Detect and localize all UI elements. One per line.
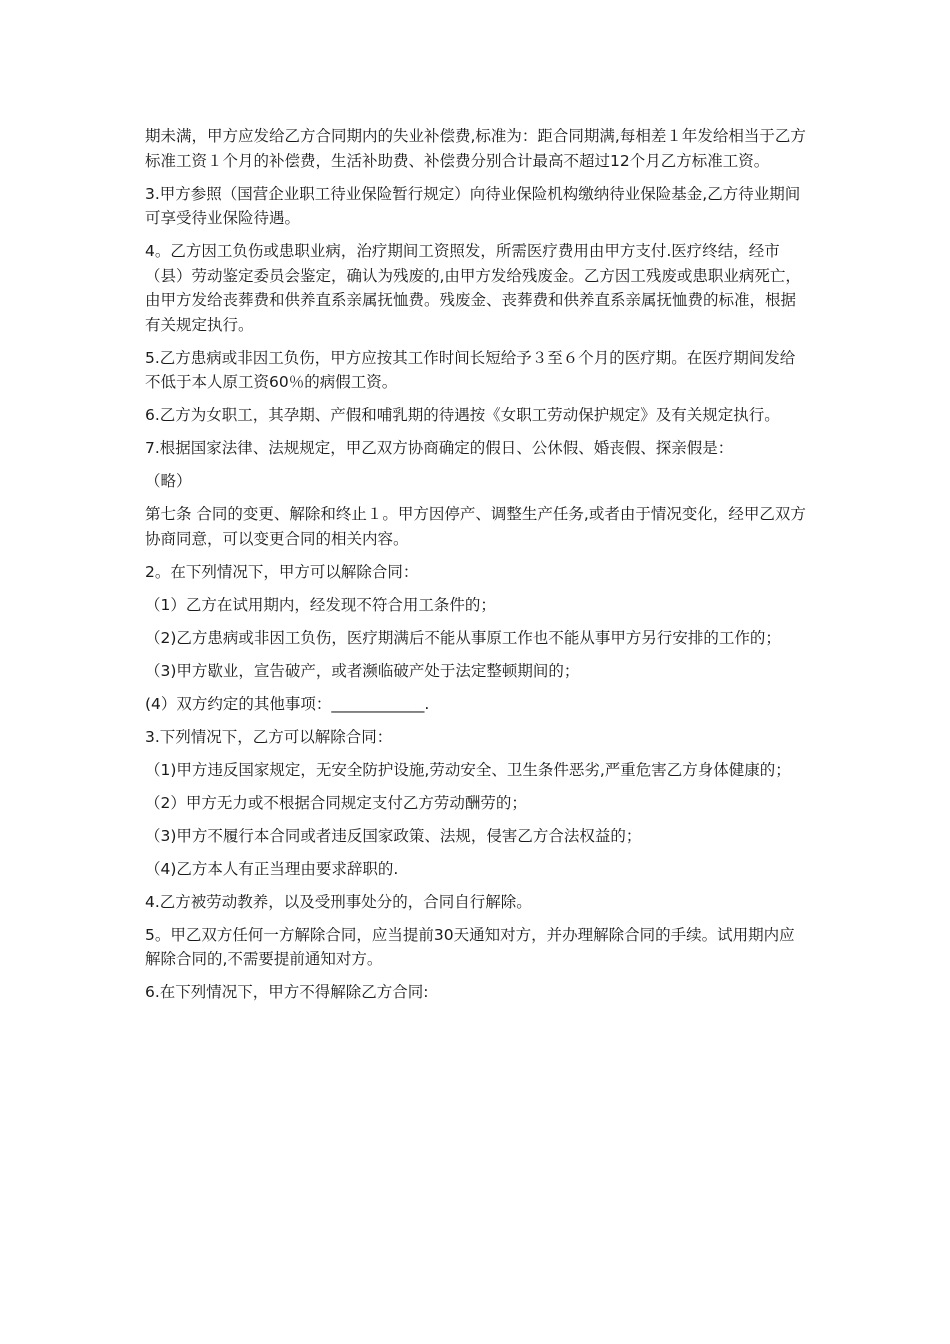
paragraph: （略） xyxy=(145,472,192,490)
paragraph: （1)甲方违反国家规定，无安全防护设施,劳动安全、卫生条件恶劣,严重危害乙方身体健康的； xyxy=(145,760,791,779)
paragraph: 6.在下列情况下，甲方不得解除乙方合同: xyxy=(145,983,429,1001)
paragraph: 3.甲方参照（国营企业职工待业保险暂行规定）向待业保险机构缴纳待业保险基金,乙方待业期间可享受待业保险待遇。 xyxy=(145,184,801,227)
paragraph: 5.乙方患病或非因工负伤，甲方应按其工作时间长短给予３至６个月的医疗期。在医疗期间发给不低于本人原工资60％的病假工资。 xyxy=(145,348,796,391)
paragraph: 5。甲乙双方任何一方解除合同，应当提前30天通知对方，并办理解除合同的手续。试用期内应解除合同的,不需要提前通知对方。 xyxy=(145,925,795,968)
paragraph: （3)甲方歇业，宣告破产，或者濒临破产处于法定整顿期间的； xyxy=(145,661,580,680)
paragraph: （4)乙方本人有正当理由要求辞职的. xyxy=(145,859,399,878)
paragraph: (4）双方约定的其他事项：____________. xyxy=(145,694,430,713)
paragraph: 7.根据国家法律、法规规定，甲乙双方协商确定的假日、公休假、婚丧假、探亲假是： xyxy=(145,439,734,457)
paragraph: 3.下列情况下，乙方可以解除合同： xyxy=(145,727,393,746)
paragraph: （3)甲方不履行本合同或者违反国家政策、法规，侵害乙方合法权益的； xyxy=(145,826,642,845)
paragraph: 第七条 合同的变更、解除和终止１。甲方因停产、调整生产任务,或者由于情况变化，经甲乙双方协商同意，可以变更合同的相关内容。 xyxy=(145,505,806,548)
paragraph: 期未满，甲方应发给乙方合同期内的失业补偿费,标准为：距合同期满,每相差１年发给相当于乙方标准工资１个月的补偿费，生活补助费、补偿费分别合计最高不超过12个月乙方标准工资。 xyxy=(145,127,806,170)
paragraph: （1）乙方在试用期内，经发现不符合用工条件的； xyxy=(145,595,496,614)
paragraph: （2)乙方患病或非因工负伤，医疗期满后不能从事原工作也不能从事甲方另行安排的工作的； xyxy=(145,628,781,647)
paragraph: 4。乙方因工负伤或患职业病，治疗期间工资照发，所需医疗费用由甲方支付.医疗终结，经市（县）劳动鉴定委员会鉴定，确认为残废的,由甲方发给残废金。乙方因工残废或患职业病死亡，由甲方发给丧葬费和供养直系亲属抚恤费。残废金、丧葬费和供养直系亲属抚恤费的标准，根据有关规定执行。 xyxy=(145,242,801,334)
paragraph: （2）甲方无力或不根据合同规定支付乙方劳动酬劳的； xyxy=(145,793,527,812)
document-body xyxy=(145,124,810,1013)
paragraph: 4.乙方被劳动教养，以及受刑事处分的，合同自行解除。 xyxy=(145,892,532,911)
paragraph: 6.乙方为女职工，其孕期、产假和哺乳期的待遇按《女职工劳动保护规定》及有关规定执行。 xyxy=(145,406,780,424)
paragraph: 2。在下列情况下，甲方可以解除合同： xyxy=(145,562,419,581)
